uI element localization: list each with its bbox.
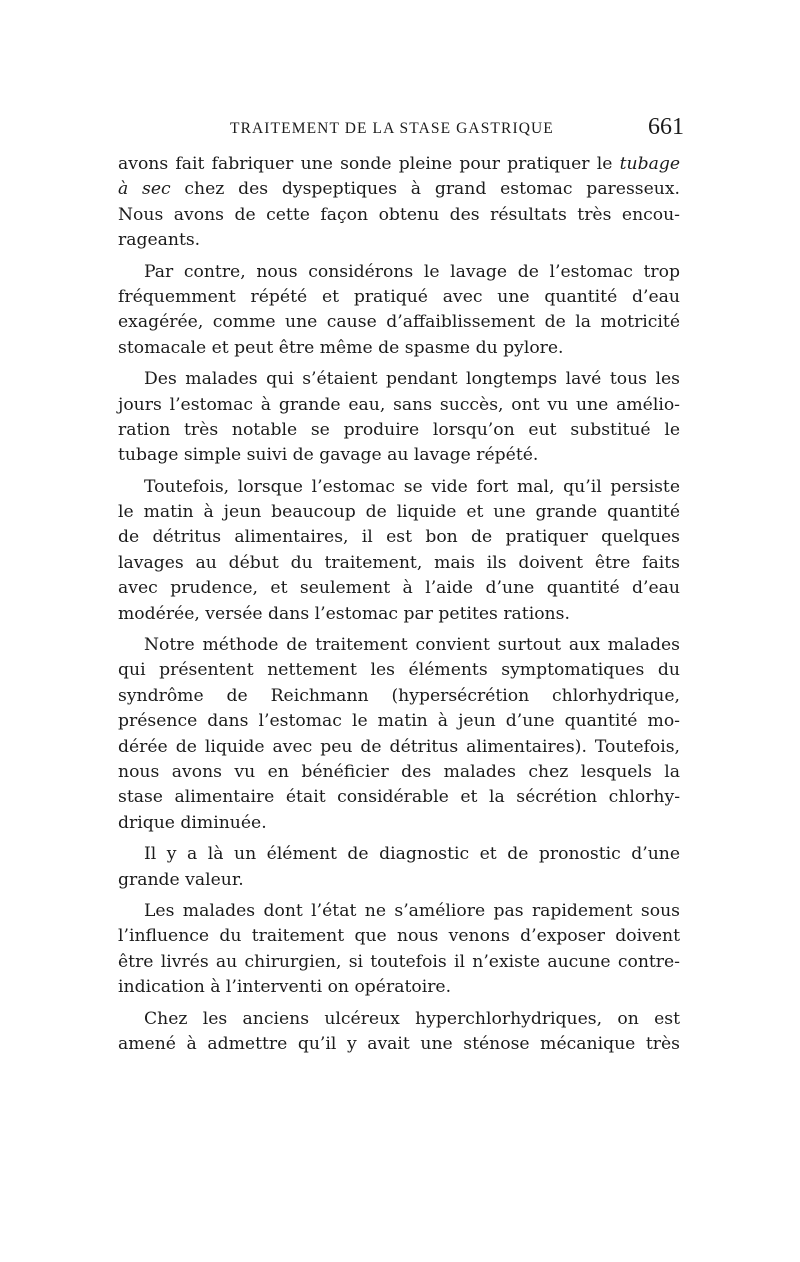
text-line: Nous avons de cette façon obtenu des résultats très encou-	[118, 204, 680, 225]
text-line: modérée, versée dans l’estomac par petites rations.	[118, 603, 570, 624]
text-span: avons fait fabriquer une sonde pleine pour pratiquer le	[118, 154, 620, 174]
text-line: fréquemment répété et pratiqué avec une quantité d’eau	[118, 286, 680, 307]
text-line: qui présentent nettement les éléments symptomatiques du	[118, 660, 680, 681]
text-line: ration très notable se produire lorsqu’on eut substitué le	[118, 419, 680, 440]
text-line: stase alimentaire était considérable et la sécrétion chlorhy-	[118, 787, 680, 808]
text-line: syndrôme de Reichmann (hypersécrétion chlorhydrique,	[118, 685, 680, 706]
text-line	[118, 152, 680, 177]
text-line: grande valeur.	[118, 869, 244, 890]
text-line: Des malades qui s’étaient pendant longtemps lavé tous les	[144, 369, 680, 390]
paragraph	[118, 1007, 680, 1058]
text-span: chez des dyspeptiques à grand estomac paresseux.	[170, 179, 680, 200]
text-line: nous avons vu en bénéficier des malades chez lesquels la	[118, 761, 680, 782]
paragraph	[118, 899, 680, 1001]
paragraph	[118, 152, 680, 254]
italic-text: tubage	[619, 154, 680, 174]
text-line: Il y a là un élément de diagnostic et de pronostic d’une	[144, 844, 680, 865]
paragraph	[118, 367, 680, 469]
text-line: dérée de liquide avec peu de détritus alimentaires). Toutefois,	[118, 736, 680, 757]
text-line: Toutefois, lorsque l’estomac se vide fort mal, qu’il persiste	[144, 476, 680, 497]
page-header	[118, 114, 684, 144]
text-line: lavages au début du traitement, mais ils doivent être faits	[118, 552, 680, 573]
paragraph	[118, 842, 680, 893]
text-line: l’influence du traitement que nous venons d’exposer doivent	[118, 926, 680, 947]
italic-text: à sec	[118, 179, 171, 200]
body-text	[118, 152, 680, 1063]
text-line	[118, 177, 680, 202]
text-line: drique diminuée.	[118, 812, 267, 833]
text-line: rageants.	[118, 230, 201, 251]
text-line: stomacale et peut être même de spasme du pylore.	[118, 337, 564, 358]
page-number: 661	[648, 114, 684, 140]
paragraph	[118, 475, 680, 627]
text-line: présence dans l’estomac le matin à jeun d’une quantité mo-	[118, 711, 680, 732]
text-line: avec prudence, et seulement à l’aide d’une quantité d’eau	[118, 578, 680, 599]
text-line: exagérée, comme une cause d’affaiblissement de la motricité	[118, 312, 680, 333]
text-line: être livrés au chirurgien, si toutefois il n’existe aucune contre-	[118, 951, 680, 972]
paragraph	[118, 633, 680, 836]
text-line: Les malades dont l’état ne s’améliore pas rapidement sous	[144, 900, 680, 921]
text-line: de détritus alimentaires, il est bon de pratiquer quelques	[118, 527, 680, 548]
text-line: indication à l’interventi on opératoire.	[118, 977, 452, 998]
text-line: Notre méthode de traitement convient surtout aux malades	[144, 635, 680, 656]
text-line: amené à admettre qu’il y avait une sténose mécanique très	[118, 1033, 680, 1054]
text-line: le matin à jeun beaucoup de liquide et une grande quantité	[118, 502, 680, 523]
text-line: Par contre, nous considérons le lavage de l’estomac trop	[144, 261, 680, 282]
paragraph	[118, 260, 680, 362]
text-line: jours l’estomac à grande eau, sans succès, ont vu une amélio-	[118, 394, 680, 415]
text-line: Chez les anciens ulcéreux hyperchlorhydriques, on est	[144, 1008, 680, 1029]
text-line: tubage simple suivi de gavage au lavage répété.	[118, 445, 539, 466]
running-title: TRAITEMENT DE LA STASE GASTRIQUE	[230, 120, 554, 137]
